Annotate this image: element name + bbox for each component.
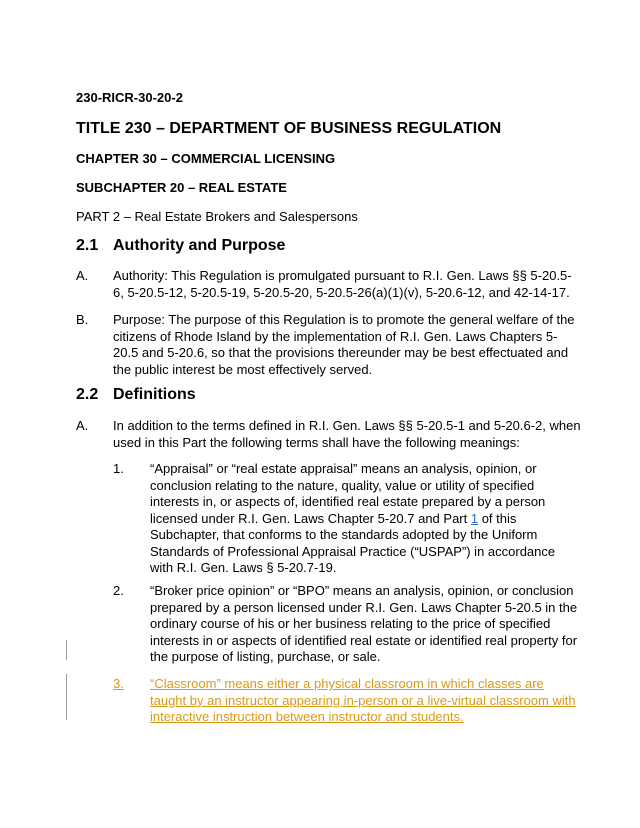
- paragraph-line: 20.5 and 5-20.6, so that the provisions thereunder may be best effectuated and: [113, 345, 569, 360]
- list-item-number: 1.: [113, 461, 124, 476]
- paragraph-label: A.: [76, 418, 89, 433]
- list-item-number: 2.: [113, 583, 124, 598]
- section-title: Authority and Purpose: [113, 237, 286, 254]
- section-number: 2.2: [76, 386, 99, 403]
- definition-classroom: [150, 676, 576, 726]
- paragraph-line: interests in, or aspects of, identified real estate prepared by a person: [150, 494, 546, 509]
- chapter-heading: CHAPTER 30 – COMMERCIAL LICENSING: [76, 151, 336, 166]
- paragraph-line: taught by an instructor appearing in-person or a live-virtual classroom with: [150, 692, 576, 708]
- part-1-link[interactable]: 1: [470, 510, 479, 526]
- definition-appraisal: [150, 461, 555, 577]
- paragraph-label: B.: [76, 312, 89, 327]
- paragraph-line: interests in or aspects of identified real estate or identified real property for: [150, 632, 578, 648]
- paragraph-line: Standards of Professional Appraisal Practice (“USPAP”) in accordance: [150, 543, 556, 559]
- paragraph-line: 6, 5-20.5-12, 5-20.5-19, 5-20.5-20, 5-20.5-26(a)(1)(v), 5-20.6-12, and 42-14-17.: [113, 284, 570, 300]
- paragraph-line: ordinary course of his or her business relating to the price of specified: [150, 616, 551, 631]
- paragraph-line: “Classroom” means either a physical classroom in which classes are: [150, 676, 544, 691]
- line-text: licensed under R.I. Gen. Laws Chapter 5-20.7 and Part: [150, 510, 471, 526]
- section-number: 2.1: [76, 237, 99, 254]
- paragraph-line: interactive instruction between instructor and students.: [150, 709, 464, 724]
- paragraph-line: [150, 511, 555, 528]
- paragraph-line: with R.I. Gen. Laws § 5-20.7-19.: [150, 560, 337, 575]
- paragraph-label: A.: [76, 268, 89, 283]
- change-bar: [66, 640, 67, 660]
- change-bar: [66, 674, 67, 720]
- paragraph-line: citizens of Rhode Island by the implementation of R.I. Gen. Laws Chapters 5-: [113, 328, 558, 344]
- part-heading: PART 2 – Real Estate Brokers and Salespersons: [76, 209, 358, 224]
- subchapter-heading: SUBCHAPTER 20 – REAL ESTATE: [76, 180, 287, 195]
- document-title: TITLE 230 – DEPARTMENT OF BUSINESS REGULATION: [76, 120, 502, 137]
- paragraph-line: Purpose: The purpose of this Regulation is to promote the general welfare of the: [113, 312, 575, 327]
- regulation-code: 230-RICR-30-20-2: [76, 90, 183, 105]
- paragraph-line: Subchapter, that conforms to the standards adopted by the Uniform: [150, 527, 538, 542]
- paragraph-line: In addition to the terms defined in R.I. Gen. Laws §§ 5-20.5-1 and 5-20.6-2, when: [113, 418, 581, 433]
- paragraph-line: the purpose of listing, purchase, or sale.: [150, 649, 381, 664]
- line-text: of this: [478, 510, 517, 526]
- paragraph-line: the public interest be most effectively served.: [113, 361, 373, 377]
- paragraph-line: “Appraisal” or “real estate appraisal” means an analysis, opinion, or: [150, 461, 537, 476]
- paragraph-line: used in this Part the following terms shall have the following meanings:: [113, 434, 520, 450]
- definition-broker-price-opinion: [150, 583, 577, 666]
- authority-paragraph: [113, 268, 572, 301]
- section-title: Definitions: [113, 386, 196, 403]
- definitions-intro-paragraph: [113, 418, 581, 451]
- paragraph-line: prepared by a person licensed under R.I. Gen. Laws Chapter 5-20.5 in the: [150, 599, 578, 615]
- paragraph-line: “Broker price opinion” or “BPO” means an analysis, opinion, or conclusion: [150, 583, 574, 598]
- paragraph-line: conclusion relating to the nature, quality, value or utility of specified: [150, 477, 535, 493]
- purpose-paragraph: [113, 312, 575, 378]
- paragraph-line: Authority: This Regulation is promulgated pursuant to R.I. Gen. Laws §§ 5-20.5-: [113, 268, 572, 283]
- list-item-number: 3.: [113, 676, 124, 691]
